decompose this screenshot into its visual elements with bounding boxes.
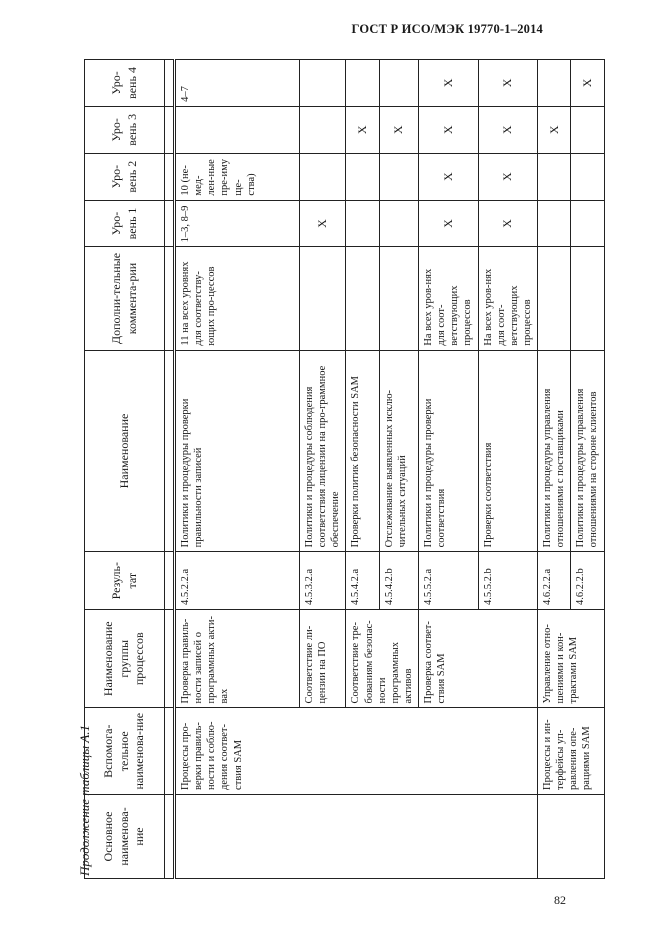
cell-group: Проверка соответ-ствия SAM bbox=[419, 610, 538, 708]
cell-result: 4.5.4.2.a bbox=[346, 552, 379, 610]
cell-basic bbox=[175, 794, 538, 878]
cell-result: 4.5.3.2.a bbox=[300, 552, 346, 610]
table-row bbox=[175, 60, 300, 879]
cell-comment: На всех уров-нях для соот-ветствующих процессов bbox=[478, 247, 538, 350]
cell-l1: X bbox=[300, 200, 346, 247]
cell-name: Политики и процедуры управления отношениями на стороне клиентов bbox=[571, 350, 604, 552]
page-header: ГОСТ Р ИСО/МЭК 19770-1–2014 bbox=[351, 22, 543, 36]
cell-l2: X bbox=[419, 153, 479, 200]
cell-result: 4.5.2.2.a bbox=[175, 552, 300, 610]
cell-l3 bbox=[175, 106, 300, 153]
cell-aux: Процессы и ин-терфейсы уп-равления опе-рациями SAM bbox=[538, 708, 605, 794]
cell-l4: X bbox=[419, 60, 479, 107]
table-row bbox=[538, 60, 571, 879]
cell-result: 4.6.2.2.b bbox=[571, 552, 604, 610]
cell-name: Отслеживание выявленных исклю-чительных ситуаций bbox=[379, 350, 418, 552]
cell-name: Политики и процедуры проверки соответствия bbox=[419, 350, 479, 552]
cell-l2 bbox=[300, 153, 346, 200]
col-header: Уро-вень 3 bbox=[85, 106, 165, 153]
cell-name: Политики и процедуры проверки правильности записей bbox=[175, 350, 300, 552]
cell-comment bbox=[538, 247, 571, 350]
cell-l3 bbox=[571, 106, 604, 153]
col-header: Основное наименова-ние bbox=[85, 794, 165, 878]
cell-result: 4.5.5.2.b bbox=[478, 552, 538, 610]
cell-comment bbox=[300, 247, 346, 350]
requirements-table bbox=[84, 59, 605, 879]
cell-result: 4.5.4.2.b bbox=[379, 552, 418, 610]
cell-result: 4.6.2.2.a bbox=[538, 552, 571, 610]
col-header: Уро-вень 1 bbox=[85, 200, 165, 247]
table-caption: Продолжение таблицы А.1 bbox=[77, 725, 92, 876]
cell-l3: X bbox=[538, 106, 571, 153]
cell-l3: X bbox=[346, 106, 379, 153]
col-header: Вспомога-тельное наименова-ние bbox=[85, 708, 165, 794]
cell-basic bbox=[538, 794, 605, 878]
cell-l1 bbox=[571, 200, 604, 247]
cell-group: Управление отно-шениями и кон-трактами SAM bbox=[538, 610, 605, 708]
cell-comment bbox=[571, 247, 604, 350]
cell-l1: X bbox=[419, 200, 479, 247]
cell-name: Политики и процедуры соблюдения соответствия лицензии на про-граммное обеспечение bbox=[300, 350, 346, 552]
col-header: Уро-вень 2 bbox=[85, 153, 165, 200]
cell-comment: На всех уров-нях для соот-ветствующих процессов bbox=[419, 247, 479, 350]
header-row bbox=[85, 60, 165, 879]
rotated-table-wrapper bbox=[84, 59, 600, 879]
cell-l3: X bbox=[478, 106, 538, 153]
cell-l3 bbox=[300, 106, 346, 153]
cell-l4 bbox=[379, 60, 418, 107]
cell-l2 bbox=[571, 153, 604, 200]
cell-group: Проверка правиль-ности записей о программных акти-вах bbox=[175, 610, 300, 708]
cell-l3: X bbox=[379, 106, 418, 153]
cell-l4: 4–7 bbox=[175, 60, 300, 107]
cell-result: 4.5.5.2.a bbox=[419, 552, 479, 610]
separator-row bbox=[165, 60, 175, 879]
cell-name: Проверки политик безопасности SAM bbox=[346, 350, 379, 552]
cell-l4: X bbox=[571, 60, 604, 107]
col-header: Уро-вень 4 bbox=[85, 60, 165, 107]
cell-l4 bbox=[538, 60, 571, 107]
cell-l1 bbox=[346, 200, 379, 247]
col-header: Резуль-тат bbox=[85, 552, 165, 610]
cell-l4 bbox=[346, 60, 379, 107]
cell-l1: X bbox=[478, 200, 538, 247]
cell-l3: X bbox=[419, 106, 479, 153]
cell-l2 bbox=[379, 153, 418, 200]
col-header: Наименование bbox=[85, 350, 165, 552]
cell-comment bbox=[346, 247, 379, 350]
cell-comment: 11 на всех уровнях для соответству-ющих про-цессов bbox=[175, 247, 300, 350]
cell-group: Соответствие ли-цензии на ПО bbox=[300, 610, 346, 708]
col-header: Дополни-тельные коммента-рии bbox=[85, 247, 165, 350]
cell-name: Проверки соответствия bbox=[478, 350, 538, 552]
cell-l2: 10 (не-мед-лен-ные пре-иму ще-ства) bbox=[175, 153, 300, 200]
cell-l1 bbox=[538, 200, 571, 247]
page-number: 82 bbox=[554, 893, 566, 907]
cell-l4: X bbox=[478, 60, 538, 107]
cell-l2 bbox=[538, 153, 571, 200]
cell-l2 bbox=[346, 153, 379, 200]
cell-aux: Процессы про-верки правиль-ности и соблю-дения соответ-ствия SAM bbox=[175, 708, 538, 794]
cell-l4 bbox=[300, 60, 346, 107]
cell-name: Политики и процедуры управления отношениями с поставщиками bbox=[538, 350, 571, 552]
cell-l1: 1–3, 8–9 bbox=[175, 200, 300, 247]
col-header: Наименование группы процессов bbox=[85, 610, 165, 708]
cell-l2: X bbox=[478, 153, 538, 200]
cell-group: Соответствие тре-бованиям безопас-ности программных активов bbox=[346, 610, 419, 708]
cell-comment bbox=[379, 247, 418, 350]
cell-l1 bbox=[379, 200, 418, 247]
